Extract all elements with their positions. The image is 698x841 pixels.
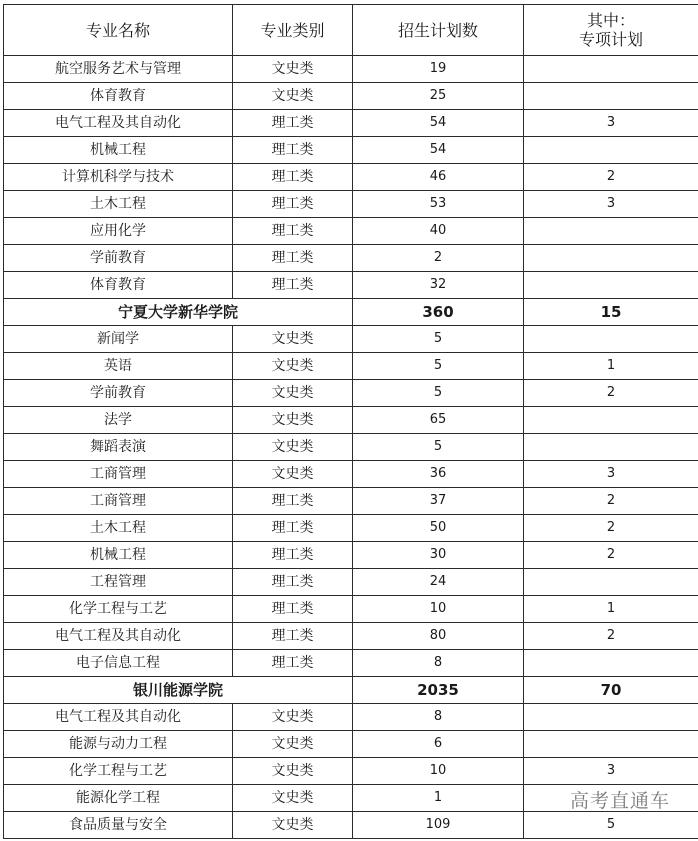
college-summary-row: [4, 677, 698, 704]
plan-count-cell: 10: [353, 758, 524, 785]
plan-count-cell: 19: [353, 56, 524, 83]
special-plan-cell: 5: [524, 812, 698, 839]
table-row: [4, 56, 698, 83]
plan-count-cell: 5: [353, 380, 524, 407]
major-category-cell: 文史类: [233, 56, 353, 83]
college-total-plan: 360: [353, 299, 524, 326]
college-special-plan: 15: [524, 299, 698, 326]
table-row: [4, 569, 698, 596]
table-row: [4, 110, 698, 137]
major-name-cell: 学前教育: [4, 245, 233, 272]
table-row: [4, 137, 698, 164]
plan-count-cell: 8: [353, 704, 524, 731]
special-plan-cell: 3: [524, 110, 698, 137]
header-major-category: 专业类别: [233, 5, 353, 56]
major-category-cell: 文史类: [233, 326, 353, 353]
plan-count-cell: 54: [353, 137, 524, 164]
college-summary-row: [4, 299, 698, 326]
enrollment-plan-table: [3, 4, 698, 839]
major-category-cell: 文史类: [233, 704, 353, 731]
major-name-cell: 舞蹈表演: [4, 434, 233, 461]
major-category-cell: 理工类: [233, 272, 353, 299]
table-row: [4, 164, 698, 191]
special-plan-cell: [524, 245, 698, 272]
table-row: [4, 461, 698, 488]
major-category-cell: 文史类: [233, 434, 353, 461]
major-name-cell: 土木工程: [4, 515, 233, 542]
major-name-cell: 机械工程: [4, 137, 233, 164]
plan-count-cell: 2: [353, 245, 524, 272]
plan-count-cell: 36: [353, 461, 524, 488]
special-plan-cell: [524, 731, 698, 758]
major-name-cell: 学前教育: [4, 380, 233, 407]
major-category-cell: 文史类: [233, 758, 353, 785]
major-category-cell: 理工类: [233, 569, 353, 596]
table-row: [4, 542, 698, 569]
special-plan-cell: [524, 434, 698, 461]
table-row: [4, 245, 698, 272]
major-name-cell: 工商管理: [4, 461, 233, 488]
major-category-cell: 文史类: [233, 785, 353, 812]
plan-count-cell: 1: [353, 785, 524, 812]
college-special-plan: 70: [524, 677, 698, 704]
major-category-cell: 理工类: [233, 623, 353, 650]
special-plan-cell: [524, 218, 698, 245]
table-row: [4, 83, 698, 110]
special-plan-cell: [524, 569, 698, 596]
major-name-cell: 新闻学: [4, 326, 233, 353]
table-row: [4, 272, 698, 299]
watermark-text: 高考直通车: [569, 790, 670, 812]
header-row: [4, 5, 698, 56]
major-name-cell: 电气工程及其自动化: [4, 704, 233, 731]
major-category-cell: 理工类: [233, 596, 353, 623]
special-plan-cell: 1: [524, 353, 698, 380]
header-special-line2: 专项计划: [578, 30, 643, 49]
plan-count-cell: 65: [353, 407, 524, 434]
plan-count-cell: 6: [353, 731, 524, 758]
major-name-cell: 应用化学: [4, 218, 233, 245]
major-category-cell: 文史类: [233, 83, 353, 110]
plan-count-cell: 5: [353, 434, 524, 461]
major-category-cell: 理工类: [233, 542, 353, 569]
major-name-cell: 英语: [4, 353, 233, 380]
major-category-cell: 理工类: [233, 488, 353, 515]
major-name-cell: 食品质量与安全: [4, 812, 233, 839]
college-name: 银川能源学院: [4, 677, 353, 704]
table-row: [4, 731, 698, 758]
header-special-line1: 其中：: [586, 11, 635, 30]
table-row: [4, 704, 698, 731]
plan-count-cell: 10: [353, 596, 524, 623]
special-plan-cell: 3: [524, 461, 698, 488]
special-plan-cell: 2: [524, 623, 698, 650]
plan-count-cell: 5: [353, 353, 524, 380]
major-category-cell: 文史类: [233, 812, 353, 839]
major-category-cell: 理工类: [233, 191, 353, 218]
major-name-cell: 工程管理: [4, 569, 233, 596]
major-name-cell: 机械工程: [4, 542, 233, 569]
plan-count-cell: 53: [353, 191, 524, 218]
header-special-plan: [524, 5, 698, 56]
special-plan-cell: [524, 56, 698, 83]
major-name-cell: 电子信息工程: [4, 650, 233, 677]
plan-count-cell: 109: [353, 812, 524, 839]
major-category-cell: 文史类: [233, 731, 353, 758]
table-row: [4, 812, 698, 839]
major-category-cell: 文史类: [233, 353, 353, 380]
major-name-cell: 计算机科学与技术: [4, 164, 233, 191]
table-row: [4, 650, 698, 677]
major-category-cell: 文史类: [233, 407, 353, 434]
major-category-cell: 理工类: [233, 515, 353, 542]
special-plan-cell: 2: [524, 380, 698, 407]
header-enrollment-plan: 招生计划数: [353, 5, 524, 56]
college-name: 宁夏大学新华学院: [4, 299, 353, 326]
special-plan-cell: [524, 83, 698, 110]
plan-count-cell: 24: [353, 569, 524, 596]
major-name-cell: 化学工程与工艺: [4, 596, 233, 623]
plan-count-cell: 5: [353, 326, 524, 353]
major-category-cell: 理工类: [233, 245, 353, 272]
table-row: [4, 380, 698, 407]
table-row: [4, 515, 698, 542]
table-row: [4, 326, 698, 353]
special-plan-cell: 2: [524, 488, 698, 515]
special-plan-cell: 1: [524, 596, 698, 623]
major-name-cell: 土木工程: [4, 191, 233, 218]
table-row: [4, 488, 698, 515]
table-row: [4, 623, 698, 650]
special-plan-cell: 3: [524, 758, 698, 785]
special-plan-cell: [524, 137, 698, 164]
special-plan-cell: [524, 326, 698, 353]
plan-count-cell: 40: [353, 218, 524, 245]
plan-count-cell: 46: [353, 164, 524, 191]
special-plan-cell: [524, 704, 698, 731]
plan-count-cell: 80: [353, 623, 524, 650]
special-plan-cell: 2: [524, 515, 698, 542]
plan-count-cell: 32: [353, 272, 524, 299]
table-row: [4, 758, 698, 785]
table-row: [4, 407, 698, 434]
major-name-cell: 体育教育: [4, 272, 233, 299]
major-name-cell: 法学: [4, 407, 233, 434]
plan-count-cell: 8: [353, 650, 524, 677]
major-category-cell: 理工类: [233, 110, 353, 137]
major-name-cell: 能源化学工程: [4, 785, 233, 812]
major-category-cell: 理工类: [233, 137, 353, 164]
header-major-name: 专业名称: [4, 5, 233, 56]
special-plan-cell: [524, 407, 698, 434]
special-plan-cell: 2: [524, 542, 698, 569]
plan-count-cell: 30: [353, 542, 524, 569]
college-total-plan: 2035: [353, 677, 524, 704]
plan-count-cell: 25: [353, 83, 524, 110]
major-category-cell: 理工类: [233, 218, 353, 245]
plan-count-cell: 54: [353, 110, 524, 137]
special-plan-cell: [524, 272, 698, 299]
major-name-cell: 体育教育: [4, 83, 233, 110]
table-row: [4, 596, 698, 623]
major-name-cell: 航空服务艺术与管理: [4, 56, 233, 83]
major-name-cell: 电气工程及其自动化: [4, 110, 233, 137]
major-name-cell: 电气工程及其自动化: [4, 623, 233, 650]
table-row: [4, 218, 698, 245]
plan-count-cell: 37: [353, 488, 524, 515]
plan-count-cell: 50: [353, 515, 524, 542]
major-category-cell: 文史类: [233, 380, 353, 407]
table-body: [4, 56, 698, 839]
major-name-cell: 能源与动力工程: [4, 731, 233, 758]
table-row: [4, 353, 698, 380]
major-category-cell: 理工类: [233, 164, 353, 191]
table-row: [4, 191, 698, 218]
major-name-cell: 工商管理: [4, 488, 233, 515]
major-category-cell: 理工类: [233, 650, 353, 677]
special-plan-cell: 2: [524, 164, 698, 191]
major-category-cell: 文史类: [233, 461, 353, 488]
special-plan-cell: [524, 650, 698, 677]
major-name-cell: 化学工程与工艺: [4, 758, 233, 785]
table-row: [4, 434, 698, 461]
special-plan-cell: 3: [524, 191, 698, 218]
